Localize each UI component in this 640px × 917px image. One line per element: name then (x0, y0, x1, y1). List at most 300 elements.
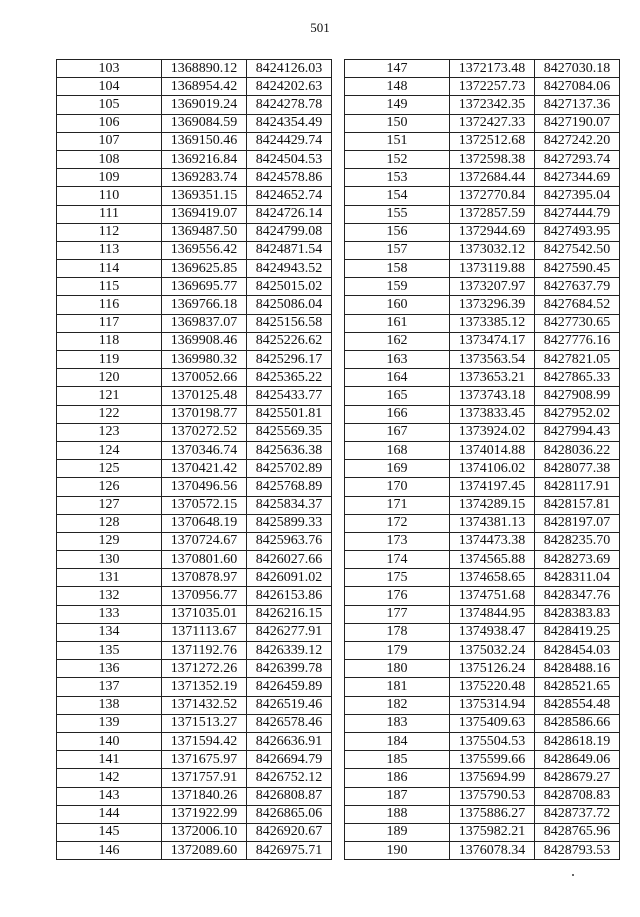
y-coordinate-cell: 8425433.77 (247, 387, 332, 405)
table-row (57, 169, 332, 187)
table-row (345, 787, 620, 805)
table-body (57, 60, 332, 860)
coordinates-table-right (344, 59, 620, 860)
y-coordinate-cell: 8425501.81 (247, 405, 332, 423)
table-row (345, 96, 620, 114)
x-coordinate-cell: 1369625.85 (162, 260, 247, 278)
table-row (57, 296, 332, 314)
table-body (345, 60, 620, 860)
table-row (57, 532, 332, 550)
y-coordinate-cell: 8425015.02 (247, 278, 332, 296)
y-coordinate-cell: 8428454.03 (535, 642, 620, 660)
table-row (345, 441, 620, 459)
point-number-cell: 116 (57, 296, 162, 314)
y-coordinate-cell: 8426975.71 (247, 842, 332, 860)
point-number-cell: 138 (57, 696, 162, 714)
x-coordinate-cell: 1370421.42 (162, 460, 247, 478)
table-row (345, 387, 620, 405)
x-coordinate-cell: 1371352.19 (162, 678, 247, 696)
y-coordinate-cell: 8427030.18 (535, 60, 620, 78)
point-number-cell: 147 (345, 60, 450, 78)
table-row (345, 696, 620, 714)
point-number-cell: 141 (57, 751, 162, 769)
point-number-cell: 107 (57, 132, 162, 150)
table-row (345, 314, 620, 332)
table-row (57, 805, 332, 823)
point-number-cell: 181 (345, 678, 450, 696)
table-row (57, 751, 332, 769)
table-row (57, 314, 332, 332)
coordinates-table-left (56, 59, 332, 860)
y-coordinate-cell: 8425086.04 (247, 296, 332, 314)
point-number-cell: 120 (57, 369, 162, 387)
table-row (57, 587, 332, 605)
point-number-cell: 124 (57, 441, 162, 459)
x-coordinate-cell: 1371113.67 (162, 623, 247, 641)
point-number-cell: 129 (57, 532, 162, 550)
table-row (57, 678, 332, 696)
table-row (345, 751, 620, 769)
point-number-cell: 161 (345, 314, 450, 332)
x-coordinate-cell: 1369556.42 (162, 241, 247, 259)
y-coordinate-cell: 8426578.46 (247, 714, 332, 732)
y-coordinate-cell: 8427344.69 (535, 169, 620, 187)
x-coordinate-cell: 1373474.17 (450, 332, 535, 350)
x-coordinate-cell: 1369019.24 (162, 96, 247, 114)
table-row (57, 205, 332, 223)
x-coordinate-cell: 1372342.35 (450, 96, 535, 114)
x-coordinate-cell: 1372944.69 (450, 223, 535, 241)
table-row (345, 187, 620, 205)
table-row (345, 842, 620, 860)
y-coordinate-cell: 8425636.38 (247, 441, 332, 459)
point-number-cell: 172 (345, 514, 450, 532)
x-coordinate-cell: 1374197.45 (450, 478, 535, 496)
y-coordinate-cell: 8427084.06 (535, 78, 620, 96)
y-coordinate-cell: 8427994.43 (535, 423, 620, 441)
point-number-cell: 188 (345, 805, 450, 823)
point-number-cell: 140 (57, 732, 162, 750)
x-coordinate-cell: 1372598.38 (450, 150, 535, 168)
y-coordinate-cell: 8428708.83 (535, 787, 620, 805)
x-coordinate-cell: 1371272.26 (162, 660, 247, 678)
y-coordinate-cell: 8428311.04 (535, 569, 620, 587)
point-number-cell: 177 (345, 605, 450, 623)
table-row (57, 405, 332, 423)
table-row (345, 296, 620, 314)
point-number-cell: 131 (57, 569, 162, 587)
x-coordinate-cell: 1373207.97 (450, 278, 535, 296)
point-number-cell: 175 (345, 569, 450, 587)
x-coordinate-cell: 1375504.53 (450, 732, 535, 750)
x-coordinate-cell: 1370878.97 (162, 569, 247, 587)
point-number-cell: 160 (345, 296, 450, 314)
point-number-cell: 162 (345, 332, 450, 350)
y-coordinate-cell: 8425296.17 (247, 351, 332, 369)
x-coordinate-cell: 1371840.26 (162, 787, 247, 805)
table-row (57, 78, 332, 96)
y-coordinate-cell: 8424504.53 (247, 150, 332, 168)
table-row (57, 642, 332, 660)
table-row (345, 514, 620, 532)
x-coordinate-cell: 1369419.07 (162, 205, 247, 223)
y-coordinate-cell: 8428197.07 (535, 514, 620, 532)
y-coordinate-cell: 8428157.81 (535, 496, 620, 514)
x-coordinate-cell: 1370052.66 (162, 369, 247, 387)
point-number-cell: 126 (57, 478, 162, 496)
point-number-cell: 176 (345, 587, 450, 605)
table-row (345, 332, 620, 350)
y-coordinate-cell: 8426636.91 (247, 732, 332, 750)
point-number-cell: 122 (57, 405, 162, 423)
y-coordinate-cell: 8425768.89 (247, 478, 332, 496)
table-row (57, 496, 332, 514)
y-coordinate-cell: 8428793.53 (535, 842, 620, 860)
x-coordinate-cell: 1373924.02 (450, 423, 535, 441)
table-row (345, 223, 620, 241)
x-coordinate-cell: 1370572.15 (162, 496, 247, 514)
x-coordinate-cell: 1374289.15 (450, 496, 535, 514)
table-row (57, 369, 332, 387)
x-coordinate-cell: 1369980.32 (162, 351, 247, 369)
point-number-cell: 183 (345, 714, 450, 732)
y-coordinate-cell: 8424799.08 (247, 223, 332, 241)
y-coordinate-cell: 8428347.76 (535, 587, 620, 605)
table-row (57, 223, 332, 241)
point-number-cell: 184 (345, 732, 450, 750)
table-row (57, 351, 332, 369)
point-number-cell: 110 (57, 187, 162, 205)
table-row (345, 660, 620, 678)
point-number-cell: 168 (345, 441, 450, 459)
point-number-cell: 117 (57, 314, 162, 332)
x-coordinate-cell: 1371513.27 (162, 714, 247, 732)
point-number-cell: 144 (57, 805, 162, 823)
point-number-cell: 163 (345, 351, 450, 369)
x-coordinate-cell: 1376078.34 (450, 842, 535, 860)
x-coordinate-cell: 1371594.42 (162, 732, 247, 750)
table-row (345, 78, 620, 96)
x-coordinate-cell: 1375032.24 (450, 642, 535, 660)
x-coordinate-cell: 1375982.21 (450, 823, 535, 841)
y-coordinate-cell: 8428586.66 (535, 714, 620, 732)
y-coordinate-cell: 8424202.63 (247, 78, 332, 96)
y-coordinate-cell: 8425365.22 (247, 369, 332, 387)
y-coordinate-cell: 8427444.79 (535, 205, 620, 223)
y-coordinate-cell: 8426920.67 (247, 823, 332, 841)
y-coordinate-cell: 8426865.06 (247, 805, 332, 823)
point-number-cell: 174 (345, 551, 450, 569)
table-row (345, 114, 620, 132)
table-row (57, 605, 332, 623)
x-coordinate-cell: 1375314.94 (450, 696, 535, 714)
table-row (345, 642, 620, 660)
table-row (57, 278, 332, 296)
point-number-cell: 164 (345, 369, 450, 387)
y-coordinate-cell: 8427865.33 (535, 369, 620, 387)
point-number-cell: 148 (345, 78, 450, 96)
table-row (57, 187, 332, 205)
point-number-cell: 104 (57, 78, 162, 96)
table-row (57, 714, 332, 732)
x-coordinate-cell: 1369837.07 (162, 314, 247, 332)
y-coordinate-cell: 8428649.06 (535, 751, 620, 769)
x-coordinate-cell: 1372427.33 (450, 114, 535, 132)
table-row (57, 842, 332, 860)
x-coordinate-cell: 1369084.59 (162, 114, 247, 132)
y-coordinate-cell: 8426216.15 (247, 605, 332, 623)
point-number-cell: 121 (57, 387, 162, 405)
x-coordinate-cell: 1370198.77 (162, 405, 247, 423)
point-number-cell: 190 (345, 842, 450, 860)
x-coordinate-cell: 1372857.59 (450, 205, 535, 223)
x-coordinate-cell: 1369216.84 (162, 150, 247, 168)
point-number-cell: 128 (57, 514, 162, 532)
table-row (345, 805, 620, 823)
y-coordinate-cell: 8426808.87 (247, 787, 332, 805)
point-number-cell: 145 (57, 823, 162, 841)
x-coordinate-cell: 1372173.48 (450, 60, 535, 78)
x-coordinate-cell: 1372257.73 (450, 78, 535, 96)
table-row (57, 132, 332, 150)
y-coordinate-cell: 8428765.96 (535, 823, 620, 841)
y-coordinate-cell: 8426519.46 (247, 696, 332, 714)
point-number-cell: 139 (57, 714, 162, 732)
point-number-cell: 178 (345, 623, 450, 641)
point-number-cell: 157 (345, 241, 450, 259)
x-coordinate-cell: 1374565.88 (450, 551, 535, 569)
point-number-cell: 146 (57, 842, 162, 860)
point-number-cell: 154 (345, 187, 450, 205)
table-row (57, 478, 332, 496)
point-number-cell: 170 (345, 478, 450, 496)
table-row (345, 678, 620, 696)
x-coordinate-cell: 1374938.47 (450, 623, 535, 641)
point-number-cell: 143 (57, 787, 162, 805)
table-row (57, 441, 332, 459)
x-coordinate-cell: 1374381.13 (450, 514, 535, 532)
y-coordinate-cell: 8428488.16 (535, 660, 620, 678)
table-row (57, 769, 332, 787)
point-number-cell: 142 (57, 769, 162, 787)
table-row (57, 660, 332, 678)
table-row (57, 260, 332, 278)
x-coordinate-cell: 1374844.95 (450, 605, 535, 623)
y-coordinate-cell: 8426339.12 (247, 642, 332, 660)
x-coordinate-cell: 1375886.27 (450, 805, 535, 823)
y-coordinate-cell: 8424871.54 (247, 241, 332, 259)
x-coordinate-cell: 1373385.12 (450, 314, 535, 332)
x-coordinate-cell: 1375694.99 (450, 769, 535, 787)
x-coordinate-cell: 1371432.52 (162, 696, 247, 714)
x-coordinate-cell: 1369487.50 (162, 223, 247, 241)
y-coordinate-cell: 8426027.66 (247, 551, 332, 569)
x-coordinate-cell: 1370272.52 (162, 423, 247, 441)
table-row (345, 351, 620, 369)
y-coordinate-cell: 8427590.45 (535, 260, 620, 278)
point-number-cell: 108 (57, 150, 162, 168)
point-number-cell: 132 (57, 587, 162, 605)
point-number-cell: 182 (345, 696, 450, 714)
point-number-cell: 134 (57, 623, 162, 641)
x-coordinate-cell: 1373563.54 (450, 351, 535, 369)
point-number-cell: 105 (57, 96, 162, 114)
x-coordinate-cell: 1371922.99 (162, 805, 247, 823)
table-row (345, 169, 620, 187)
point-number-cell: 156 (345, 223, 450, 241)
y-coordinate-cell: 8427908.99 (535, 387, 620, 405)
table-row (345, 60, 620, 78)
point-number-cell: 155 (345, 205, 450, 223)
point-number-cell: 114 (57, 260, 162, 278)
point-number-cell: 137 (57, 678, 162, 696)
point-number-cell: 113 (57, 241, 162, 259)
y-coordinate-cell: 8428679.27 (535, 769, 620, 787)
point-number-cell: 169 (345, 460, 450, 478)
table-row (57, 569, 332, 587)
table-row (57, 460, 332, 478)
y-coordinate-cell: 8425569.35 (247, 423, 332, 441)
point-number-cell: 150 (345, 114, 450, 132)
x-coordinate-cell: 1371757.91 (162, 769, 247, 787)
y-coordinate-cell: 8426694.79 (247, 751, 332, 769)
point-number-cell: 149 (345, 96, 450, 114)
table-row (57, 387, 332, 405)
x-coordinate-cell: 1372089.60 (162, 842, 247, 860)
table-row (345, 623, 620, 641)
x-coordinate-cell: 1373743.18 (450, 387, 535, 405)
y-coordinate-cell: 8424726.14 (247, 205, 332, 223)
point-number-cell: 127 (57, 496, 162, 514)
point-number-cell: 171 (345, 496, 450, 514)
y-coordinate-cell: 8425226.62 (247, 332, 332, 350)
x-coordinate-cell: 1374106.02 (450, 460, 535, 478)
table-row (345, 423, 620, 441)
table-row (345, 732, 620, 750)
table-row (57, 514, 332, 532)
table-row (345, 241, 620, 259)
table-row (57, 60, 332, 78)
point-number-cell: 159 (345, 278, 450, 296)
y-coordinate-cell: 8427637.79 (535, 278, 620, 296)
table-row (345, 369, 620, 387)
x-coordinate-cell: 1372684.44 (450, 169, 535, 187)
x-coordinate-cell: 1368954.42 (162, 78, 247, 96)
x-coordinate-cell: 1372512.68 (450, 132, 535, 150)
point-number-cell: 187 (345, 787, 450, 805)
x-coordinate-cell: 1375409.63 (450, 714, 535, 732)
x-coordinate-cell: 1372770.84 (450, 187, 535, 205)
y-coordinate-cell: 8424578.86 (247, 169, 332, 187)
x-coordinate-cell: 1373833.45 (450, 405, 535, 423)
x-coordinate-cell: 1369695.77 (162, 278, 247, 296)
x-coordinate-cell: 1369283.74 (162, 169, 247, 187)
y-coordinate-cell: 8427395.04 (535, 187, 620, 205)
table-row (345, 769, 620, 787)
table-row (57, 787, 332, 805)
point-number-cell: 112 (57, 223, 162, 241)
y-coordinate-cell: 8428554.48 (535, 696, 620, 714)
y-coordinate-cell: 8427821.05 (535, 351, 620, 369)
x-coordinate-cell: 1375126.24 (450, 660, 535, 678)
y-coordinate-cell: 8427137.36 (535, 96, 620, 114)
x-coordinate-cell: 1374014.88 (450, 441, 535, 459)
point-number-cell: 109 (57, 169, 162, 187)
point-number-cell: 165 (345, 387, 450, 405)
y-coordinate-cell: 8427730.65 (535, 314, 620, 332)
point-number-cell: 130 (57, 551, 162, 569)
y-coordinate-cell: 8428618.19 (535, 732, 620, 750)
x-coordinate-cell: 1371675.97 (162, 751, 247, 769)
y-coordinate-cell: 8425899.33 (247, 514, 332, 532)
y-coordinate-cell: 8426752.12 (247, 769, 332, 787)
point-number-cell: 133 (57, 605, 162, 623)
point-number-cell: 173 (345, 532, 450, 550)
y-coordinate-cell: 8428273.69 (535, 551, 620, 569)
table-row (345, 587, 620, 605)
table-row (345, 405, 620, 423)
x-coordinate-cell: 1370956.77 (162, 587, 247, 605)
point-number-cell: 152 (345, 150, 450, 168)
y-coordinate-cell: 8427293.74 (535, 150, 620, 168)
y-coordinate-cell: 8428383.83 (535, 605, 620, 623)
x-coordinate-cell: 1371192.76 (162, 642, 247, 660)
x-coordinate-cell: 1369908.46 (162, 332, 247, 350)
point-number-cell: 186 (345, 769, 450, 787)
table-row (345, 532, 620, 550)
x-coordinate-cell: 1370724.67 (162, 532, 247, 550)
table-row (57, 623, 332, 641)
table-row (345, 605, 620, 623)
x-coordinate-cell: 1374473.38 (450, 532, 535, 550)
point-number-cell: 179 (345, 642, 450, 660)
y-coordinate-cell: 8428419.25 (535, 623, 620, 641)
table-row (345, 132, 620, 150)
table-row (345, 205, 620, 223)
table-row (57, 241, 332, 259)
x-coordinate-cell: 1369351.15 (162, 187, 247, 205)
y-coordinate-cell: 8426399.78 (247, 660, 332, 678)
y-coordinate-cell: 8427493.95 (535, 223, 620, 241)
point-number-cell: 135 (57, 642, 162, 660)
y-coordinate-cell: 8427242.20 (535, 132, 620, 150)
y-coordinate-cell: 8425156.58 (247, 314, 332, 332)
y-coordinate-cell: 8427952.02 (535, 405, 620, 423)
x-coordinate-cell: 1373653.21 (450, 369, 535, 387)
y-coordinate-cell: 8428077.38 (535, 460, 620, 478)
y-coordinate-cell: 8425702.89 (247, 460, 332, 478)
table-row (57, 96, 332, 114)
point-number-cell: 167 (345, 423, 450, 441)
x-coordinate-cell: 1374751.68 (450, 587, 535, 605)
point-number-cell: 118 (57, 332, 162, 350)
table-row (345, 260, 620, 278)
table-row (345, 569, 620, 587)
point-number-cell: 158 (345, 260, 450, 278)
point-number-cell: 180 (345, 660, 450, 678)
y-coordinate-cell: 8424429.74 (247, 132, 332, 150)
x-coordinate-cell: 1374658.65 (450, 569, 535, 587)
x-coordinate-cell: 1370801.60 (162, 551, 247, 569)
point-number-cell: 119 (57, 351, 162, 369)
y-coordinate-cell: 8427542.50 (535, 241, 620, 259)
y-coordinate-cell: 8427684.52 (535, 296, 620, 314)
point-number-cell: 185 (345, 751, 450, 769)
table-row (57, 150, 332, 168)
point-number-cell: 189 (345, 823, 450, 841)
x-coordinate-cell: 1370648.19 (162, 514, 247, 532)
table-row (57, 823, 332, 841)
